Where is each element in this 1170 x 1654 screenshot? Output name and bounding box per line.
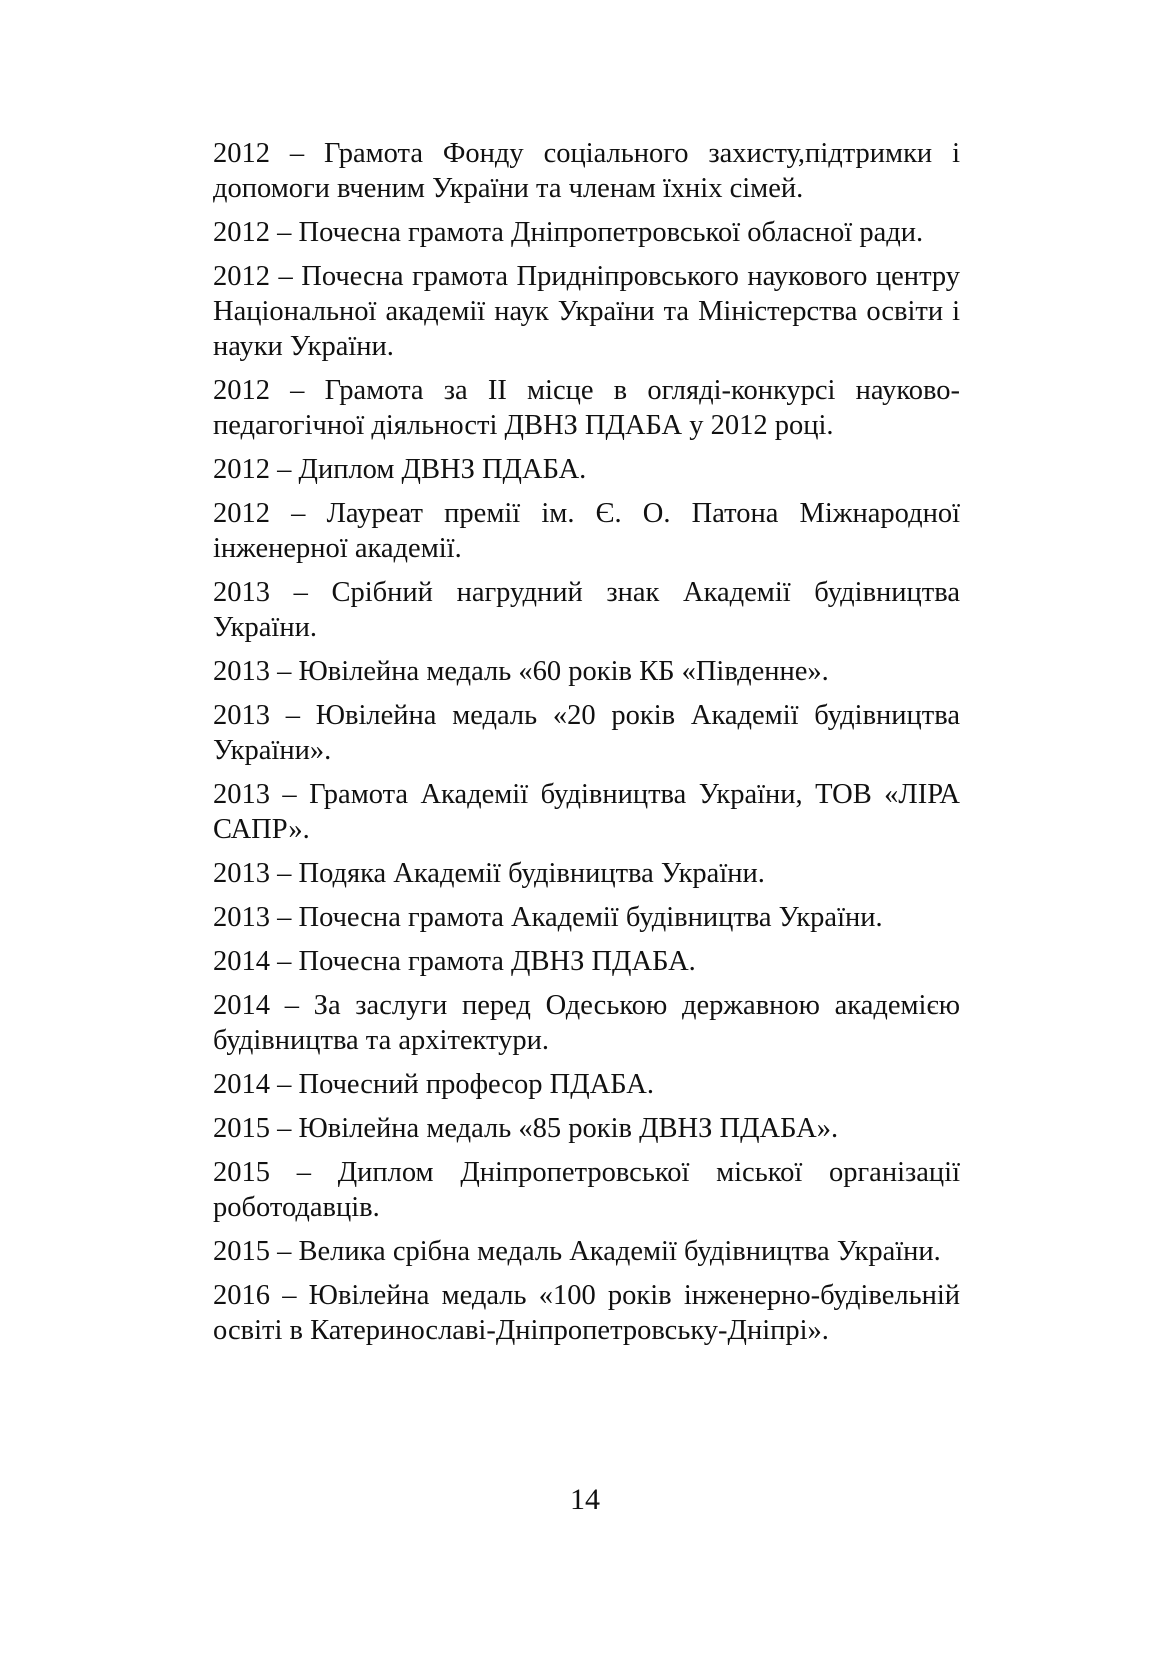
award-entry: 2012 – Грамота за ІІ місце в огляді-конкурсі науково-педагогічної діяльності ДВНЗ ПДАБА у 2012 році. [213, 375, 960, 441]
award-entry: 2014 – Почесний професор ПДАБА. [213, 1069, 654, 1100]
award-entry: 2015 – Ювілейна медаль «85 років ДВНЗ ПДАБА». [213, 1113, 839, 1144]
award-entry: 2012 – Лауреат премії ім. Є. О. Патона Міжнародної інженерної академії. [213, 498, 960, 564]
award-entry: 2013 – Ювілейна медаль «20 років Академії будівництва України». [213, 700, 960, 766]
page-number: 14 [570, 1483, 600, 1516]
award-entry: 2013 – Подяка Академії будівництва України. [213, 858, 765, 889]
awards-list [213, 136, 960, 1357]
award-entry: 2014 – За заслуги перед Одеською державною академією будівництва та архітектури. [213, 990, 960, 1056]
award-entry: 2016 – Ювілейна медаль «100 років інженерно-будівельній освіті в Катеринославі-Дніпропетровську-Дніпрі». [213, 1280, 960, 1346]
award-entry: 2012 – Грамота Фонду соціального захисту,підтримки і допомоги вченим України та членам їхніх сімей. [213, 138, 960, 204]
award-entry: 2015 – Диплом Дніпропетровської міської організації роботодавців. [213, 1157, 960, 1223]
award-entry: 2012 – Диплом ДВНЗ ПДАБА. [213, 454, 587, 485]
award-entry: 2013 – Грамота Академії будівництва України, ТОВ «ЛІРА САПР». [213, 779, 960, 845]
award-entry: 2013 – Ювілейна медаль «60 років КБ «Південне». [213, 656, 829, 687]
award-entry: 2013 – Срібний нагрудний знак Академії будівництва України. [213, 577, 960, 643]
award-entry: 2015 – Велика срібна медаль Академії будівництва України. [213, 1236, 941, 1267]
award-entry: 2014 – Почесна грамота ДВНЗ ПДАБА. [213, 946, 696, 977]
award-entry: 2013 – Почесна грамота Академії будівництва України. [213, 902, 883, 933]
award-entry: 2012 – Почесна грамота Дніпропетровської обласної ради. [213, 217, 924, 248]
award-entry: 2012 – Почесна грамота Придніпровського наукового центру Національної академії наук України та Міністерства освіти і науки України. [213, 261, 960, 362]
